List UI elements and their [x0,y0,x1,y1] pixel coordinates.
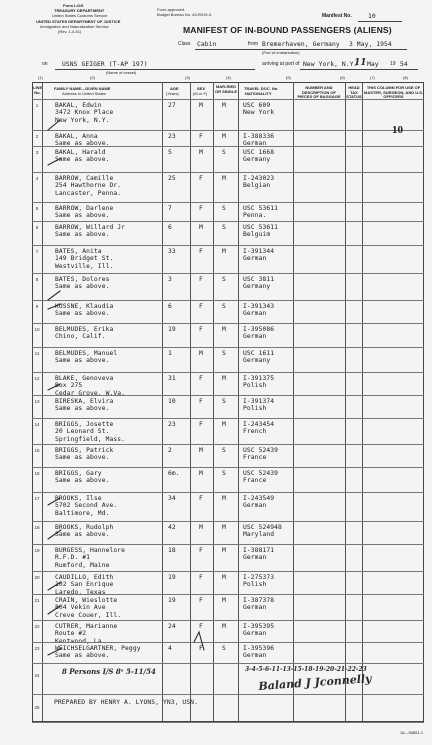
passenger-sex: M [199,470,203,477]
line-number: 10 [34,327,40,332]
passenger-age: 4 [168,645,172,652]
manifest-label: Manifest No. [322,13,352,19]
line-number: 17 [34,496,40,501]
passenger-age: 19 [168,574,176,581]
marital-status: M [222,102,226,109]
nationality: Germany [243,283,271,291]
line-number: 9 [35,304,39,309]
passenger-sex: F [199,133,203,140]
passenger-address: 102 San Enrique [55,581,114,589]
passenger-name: BRIGGS, Patrick [55,447,114,454]
passenger-name: BROOKS, Ilse [55,495,102,502]
passenger-address: Chino, Calif. [55,333,106,341]
passenger-name: BATES, Dolores [55,276,110,283]
line-number: 5 [35,206,39,211]
passenger-age: 23 [168,421,176,428]
travel-doc: USC 3811 [243,276,275,283]
passenger-address: Lancaster, Penna. [55,189,122,197]
marital-status: S [222,149,226,156]
col-num-2: (2) [90,75,95,80]
marital-status: S [222,645,226,652]
line-number: 21 [34,598,40,603]
passenger-sex: F [199,276,203,283]
nationality: Polish [243,382,267,390]
arrival-day: 11 [354,58,367,68]
passenger-sex: M [199,102,203,109]
passenger-age: 42 [168,524,176,531]
passenger-name: BARROW, Camille [55,175,114,182]
passenger-age: 10 [168,398,176,405]
passenger-name: BAKAL, Edwin [55,102,102,109]
nationality: Maryland [243,531,275,539]
marital-status: S [222,350,226,357]
line-number: 7 [35,249,39,254]
arriving-label: arriving at port of [262,61,300,67]
form-rev: (Rev. 1-4-51) [58,29,82,34]
passenger-sex: F [199,175,203,182]
arrival-year: 54 [400,61,408,68]
passenger-address: Same as above. [55,283,110,291]
passenger-age: 24 [168,623,176,630]
passenger-name: WEICHSELGARTNER, Peggy [55,645,141,652]
line-number: 12 [34,376,40,381]
travel-doc: I-388171 [243,547,275,554]
travel-doc: I-243023 [243,175,275,182]
marital-status: M [222,421,226,428]
nationality: German [243,652,267,660]
passenger-age: 23 [168,133,176,140]
passenger-address: Route #2 [55,630,87,638]
passenger-sex: M [199,149,203,156]
passenger-age: 1 [168,350,172,357]
passenger-address: Same as above. [55,405,110,413]
line-number: 6 [35,225,39,230]
line-range-note: 3-4-5-6-11-13-15-18-19-20-21-22-23 [245,666,367,673]
travel-doc: I-243454 [243,421,275,428]
line-number-25: 25 [34,705,40,710]
doj: UNITED STATES DEPARTMENT OF JUSTICE [36,19,121,24]
line-number: 1 [35,103,39,108]
arrival-year-prefix: 19 [390,61,396,67]
passenger-address: 254 Hawthorne Dr. [55,182,122,190]
col-num-1: (1) [38,75,43,80]
marital-status: M [222,623,226,630]
officer-signature: Baland J Jconnelly [258,672,372,693]
line-number: 22 [34,624,40,629]
form-print-code: 16—55851-1 [400,730,424,735]
arrival-port: New York, N.Y. [303,61,358,68]
vessel-name: USNS GEIGER (T-AP 197) [62,61,148,68]
nationality: German [243,333,267,341]
col-num-4: (4) [226,75,231,80]
line-number: 20 [34,575,40,580]
travel-doc: I-391374 [243,398,275,405]
nationality: New York [243,109,275,117]
budget-bureau: Budget Bureau No. 43-R019-3. [157,12,213,17]
line-number: 14 [34,422,40,427]
passenger-address: 3472 Knox Place [55,109,114,117]
passenger-address: Same as above. [55,357,110,365]
nationality: Polish [243,405,267,413]
line-number: 15 [34,448,40,453]
line-number: 8 [35,277,39,282]
nationality: German [243,630,267,638]
passenger-sex: F [199,205,203,212]
passenger-address: Rumford, Maine [55,561,110,569]
travel-doc: I-391375 [243,375,275,382]
travel-doc: USC 53611 [243,205,279,212]
passenger-address: Creve Couer, Ill. [55,611,122,619]
passenger-address: Same as above. [55,212,110,220]
passenger-address: Same as above. [55,531,110,539]
passenger-sex: F [199,597,203,604]
marital-status: S [222,470,226,477]
passenger-age: 7 [168,205,172,212]
passenger-address: 5702 Second Ave. [55,502,118,510]
passenger-age: 6 [168,303,172,310]
passenger-name: CRAIN, Wieslotte [55,597,118,604]
marital-status: M [222,547,226,554]
col-num-5: (5) [286,75,291,80]
vessel-caption: (Name of vessel) [106,70,137,75]
col-name-subheader: Address in United States [62,91,107,96]
passenger-address: Box 275 [55,382,83,390]
nationality: German [243,554,267,562]
passenger-age: 6m. [168,470,180,477]
marital-status: S [222,303,226,310]
passenger-age: 18 [168,547,176,554]
nationality: German [243,604,267,612]
travel-doc: USC 53611 [243,224,279,231]
marital-status: M [222,175,226,182]
passenger-address: 804 Vekin Ave [55,604,106,612]
passenger-sex: F [199,574,203,581]
nationality: German [243,502,267,510]
passenger-sex: F [199,303,203,310]
col-name-header: FAMILY NAME—GIVEN NAME [54,86,111,91]
passenger-sex: M [199,350,203,357]
passenger-sex: M [199,224,203,231]
passenger-address: Laredo, Texas [55,588,106,596]
travel-doc: I-395396 [243,645,275,652]
col-remarks-header: THIS COLUMN FOR USE OF MASTER, SURGEON, AND U.S. OFFICERS [364,85,423,100]
travel-doc: I-391344 [243,248,275,255]
nationality: Belguim [243,231,271,239]
col-num-6: (6) [340,75,345,80]
passenger-address: Same as above. [55,140,110,148]
marital-status: M [222,524,226,531]
travel-doc: I-243549 [243,495,275,502]
class-value: Cabin [197,41,217,48]
marital-status: S [222,276,226,283]
class-label: Class [178,41,191,47]
col-nationality-header: NATIONALITY [245,91,272,96]
passenger-name: CUTRER, Marianne [55,623,118,630]
passenger-age: 34 [168,495,176,502]
travel-doc: I-275373 [243,574,275,581]
passenger-sex: F [199,375,203,382]
from-label: from [248,41,258,47]
marital-status: M [222,133,226,140]
col-line-header: LINE No. [33,85,43,95]
port-embark-caption: (Port of embarkation) [262,50,300,55]
passenger-sex: M [199,447,203,454]
passenger-address: Kentwood, La. [55,637,106,645]
embark-port: Bremerhaven, Germany [262,41,340,48]
passenger-address: Same as above. [55,156,110,164]
passenger-name: BELMUDES, Manuel [55,350,118,357]
passenger-age: 31 [168,375,176,382]
passenger-sex: F [199,398,203,405]
nationality: German [243,310,267,318]
passenger-sex: F [199,547,203,554]
embark-date: 3 May, 1954 [349,41,392,48]
nationality: French [243,428,267,436]
col-baggage-header: NUMBER AND DESCRIPTION OF PIECES OF BAGGAGE [297,85,341,100]
nationality: Germany [243,357,271,365]
passenger-address: 149 Bridget St. [55,255,114,263]
travel-doc: USC 52439 [243,470,279,477]
passenger-address: Same as above. [55,454,110,462]
passenger-name: KUSSNE, Klaudia [55,303,114,310]
ins: Immigration and Naturalization Service [40,24,109,29]
passenger-sex: F [199,248,203,255]
marital-status: M [222,495,226,502]
passenger-address: Same as above. [55,231,110,239]
passenger-age: 19 [168,326,176,333]
line-number: 2 [35,134,39,139]
passenger-age: 27 [168,102,176,109]
travel-doc: USC 524948 [243,524,282,531]
marital-status: M [222,326,226,333]
passenger-sex: F [199,495,203,502]
customs-service: United States Customs Service [52,13,108,18]
nationality: German [243,255,267,263]
line-number: 16 [34,471,40,476]
nationality: Germany [243,156,271,164]
prepared-by: PREPARED BY HENRY A. LYONS, YN3, USN. [54,699,198,706]
line-number: 19 [34,548,40,553]
manifest-number: 10 [368,13,376,20]
passenger-age: 2 [168,447,172,454]
passenger-name: BROOKS, Rudolph [55,524,114,531]
col-doc-header: TRAVEL DOC. No. [244,86,279,91]
passenger-age: 3 [168,276,172,283]
passenger-name: CAUDILLO, Edith [55,574,114,581]
passenger-age: 19 [168,597,176,604]
line-number: 23 [34,646,40,651]
line-number: 18 [34,525,40,530]
travel-doc: USC 1668 [243,149,275,156]
travel-doc: I-391343 [243,303,275,310]
passenger-name: BARROW, Darlene [55,205,114,212]
passenger-age: 5 [168,149,172,156]
col-sex-header: SEX [197,86,206,91]
passenger-name: BURGESS, Hannelore [55,547,126,554]
col-num-3: (3) [185,75,190,80]
manifest-title: MANIFEST OF IN-BOUND PASSENGERS (ALIENS) [183,25,392,35]
passenger-name: BRIGGS, Gary [55,470,102,477]
nationality: Penna. [243,212,267,220]
form-approved: Form approved. [157,7,186,12]
passenger-address: Same as above. [55,652,110,660]
passenger-address: Cedar Grove, W.Va. [55,389,126,397]
marital-status: S [222,205,226,212]
marital-status: M [222,597,226,604]
nationality: Belgian [243,182,271,190]
passenger-address: Same as above. [55,477,110,485]
marital-status: M [222,574,226,581]
marital-status: M [222,248,226,255]
travel-doc: USC 1611 [243,350,275,357]
treasury-dept: TREASURY DEPARTMENT [54,8,105,13]
passenger-address: Westville, Ill. [55,262,114,270]
line-number: 4 [35,176,39,181]
passenger-name: BAKAL, Harald [55,149,106,156]
col-sex-subheader: (M or F) [193,91,208,96]
passenger-address: R.F.D. #1 [55,554,91,562]
col-age-header: AGE [170,86,179,91]
travel-doc: I-395086 [243,326,275,333]
col-age-subheader: (Years) [166,91,179,96]
passenger-address: 20 Leonard St. [55,428,110,436]
persons-note: 8 Persons I/S 8ˢ 5-11/54 [62,667,156,676]
travel-doc: USC 609 [243,102,271,109]
passenger-name: BIRESKA, Elvira [55,398,114,405]
passenger-name: BELMUDES, Erika [55,326,114,333]
passenger-address: Same as above. [55,310,110,318]
col-num-7: (7) [370,75,375,80]
passenger-name: BLAKE, Genoveva [55,375,114,382]
passenger-sex: F [199,326,203,333]
passenger-age: 25 [168,175,176,182]
nationality: German [243,140,267,148]
passenger-name: BARROW, Willard Jr [55,224,126,231]
passenger-sex: M [199,524,203,531]
line-number: 3 [35,150,39,155]
form-code: Form I-415 [63,3,84,8]
marital-status: S [222,398,226,405]
arrival-month: May [367,61,379,68]
line-number: 13 [34,399,40,404]
passenger-age: 6 [168,224,172,231]
travel-doc: I-388336 [243,133,275,140]
nationality: France [243,477,267,485]
travel-doc: USC 52439 [243,447,279,454]
nationality: France [243,454,267,462]
travel-doc: I-395395 [243,623,275,630]
on-label: on [42,61,48,67]
marital-status: S [222,447,226,454]
passenger-address: Springfield, Mass. [55,435,126,443]
marital-status: S [222,224,226,231]
col-married-header: MAR-RIED OR SINGLE [214,84,237,94]
passenger-name: BAKAL, Anna [55,133,98,140]
line-number: 11 [34,351,40,356]
passenger-address: Baltimore, Md. [55,509,110,517]
passenger-name: BATES, Anita [55,248,102,255]
passenger-sex: F [199,623,203,630]
passenger-name: BRIGGS, Josette [55,421,114,428]
passenger-age: 33 [168,248,176,255]
marital-status: M [222,375,226,382]
travel-doc: I-387378 [243,597,275,604]
passenger-sex: F [199,421,203,428]
line-number-24: 24 [34,673,40,678]
col-headtax-header: HEAD TAX STATUS [346,85,362,100]
passenger-address: New York, N.Y. [55,116,110,124]
remarks-number: 10 [392,124,403,136]
nationality: Polish [243,581,267,589]
col-num-8: (8) [403,75,408,80]
passenger-sex: F [199,645,203,652]
